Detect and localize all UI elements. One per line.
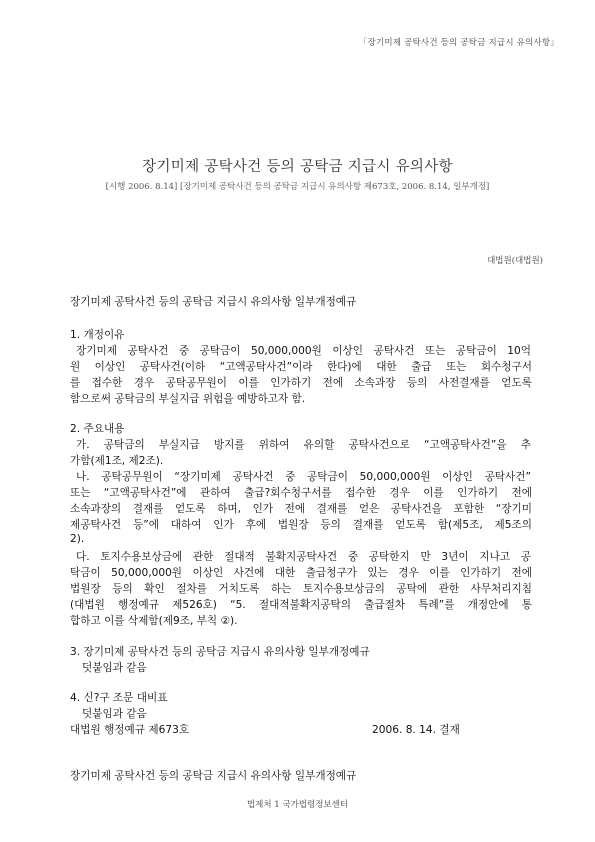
section-3-title: 3. 장기미제 공탁사건 등의 공탁금 지급시 유의사항 일부개정예규 [70,646,370,658]
item-b-line: 제공탁사건 등”에 대하여 인가 후에 법원장 등의 결재를 얻도록 함(제5조, 제5조의 [70,519,532,531]
section-4-body: 덧붙임과 같음 [82,708,147,720]
item-b-line: 또는 “고액공탁사건”에 관하여 출급?회수청구서를 접수한 경우 이를 인가하기 전에 [70,487,532,499]
item-b-line: 소속과장의 결재를 얻도록 하며, 인가 전에 결재를 얻은 공탁사건을 포함한 “장기미 [70,503,532,515]
issuing-agency: 대법원(대법원) [487,256,543,266]
running-header: 「장기미제 공탁사건 등의 공탁금 지급시 유의사항」 [358,38,559,48]
rule-number: 대법원 행정예규 제673호 [70,724,190,736]
section-4-title: 4. 신?구 조문 대비표 [70,692,168,704]
footer-source: 법제처 1 국가법령정보센터 [246,800,349,810]
item-c-line: 합하고 이를 삭제함(제9조, 부칙 ②). [70,615,238,627]
section-1-line: 함으로써 공탁금의 부실지급 위험을 예방하고자 함. [70,393,306,405]
item-c-line: (대법원 행정예규 제526호) “5. 절대적불확지공탁의 출급절차 특례”를 개정안에 통 [70,599,532,611]
item-a-line: 가함(제1조, 제2조). [70,455,164,467]
item-b-line: 나. 공탁공무원이 “장기미제 공탁사건 중 공탁금이 50,000,000원 이상인 공탁사건” [76,471,531,483]
section-2-title: 2. 주요내용 [70,423,125,435]
item-b-line: 2). [70,533,85,545]
section-3-body: 덧붙임과 같음 [82,662,147,674]
document-title: 장기미제 공탁사건 등의 공탁금 지급시 유의사항 [142,159,453,175]
section-1-title: 1. 개정이유 [70,329,125,341]
item-c-line: 탁금이 50,000,000원 이상인 사건에 대한 출급청구가 있는 경우 이를 인가하기 전에 [70,567,532,579]
section-1-line: 를 접수한 경우 공탁공무원이 이를 인가하기 전에 소속과장 등의 사전결재를 얻도록 [70,377,532,389]
section-1-line: 장기미제 공탁사건 중 공탁금이 50,000,000원 이상인 공탁사건 또는 공탁금이 10억 [76,345,531,357]
item-c-line: 법원장 등의 확인 절차를 거치도록 하는 토지수용보상금의 공탁에 관한 사무처리지침 [70,583,532,595]
section-1-line: 원 이상인 공탁사건(이하 “고액공탁사건”이라 한다)에 대한 출급 또는 회수청구서 [70,361,532,373]
decision-date: 2006. 8. 14. 결재 [372,724,460,736]
section-heading: 장기미제 공탁사건 등의 공탁금 지급시 유의사항 일부개정예규 [70,296,357,308]
closing-heading: 장기미제 공탁사건 등의 공탁금 지급시 유의사항 일부개정예규 [70,770,357,782]
item-a-line: 가. 공탁금의 부실지급 방지를 위하여 유의할 공탁사건으로 “고액공탁사건”을 추 [76,439,531,451]
document-subtitle: [시행 2006. 8.14] [장기미제 공탁사건 등의 공탁금 지급시 유의사항 제673호, 2006. 8.14, 일부개정] [105,182,490,192]
item-c-line: 다. 토지수용보상금에 관한 절대적 불확지공탁사건 중 공탁한지 만 3년이 지나고 공 [76,551,531,563]
